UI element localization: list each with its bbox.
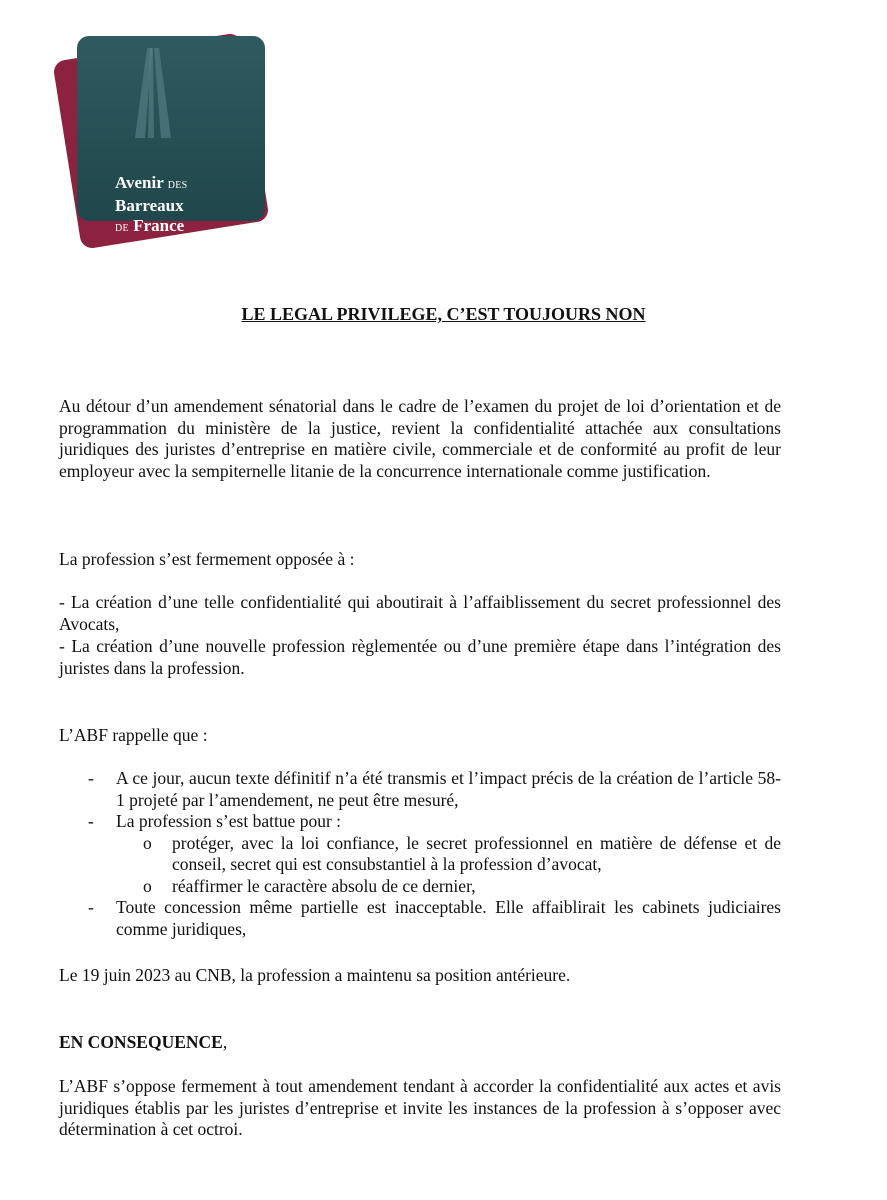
logo-word-de: DE — [115, 223, 129, 234]
intro-paragraph: Au détour d’un amendement sénatorial dans le cadre de l’examen du projet de loi d’orientation et de programmation du ministère de la justice, revient la confidentialité attachée aux consultations juridiques des juristes d’entreprise en matière civile, commerciale et de conformité au profit de leur employeur avec la sempiternelle litanie de la concurrence internationale comme justification. — [59, 396, 781, 481]
abf-heading: L’ABF rappelle que : — [59, 725, 208, 745]
list-item-text: La profession s’est battue pour : — [116, 811, 342, 831]
document-title: LE LEGAL PRIVILEGE, C’EST TOUJOURS NON — [241, 304, 646, 324]
logo-pillars-icon — [117, 48, 187, 138]
dash-bullet: - — [88, 768, 94, 788]
logo-wordmark — [115, 173, 255, 239]
logo-word-barreaux: Barreaux — [115, 196, 184, 215]
sub-list-item — [59, 833, 781, 876]
list-item-text: A ce jour, aucun texte définitif n’a été transmis et l’impact précis de la création de l’article 58-1 projeté par l’amendement, ne peut être mesuré, — [116, 768, 781, 810]
opposition-heading: La profession s’est fermement opposée à : — [59, 549, 355, 569]
logo-word-des: DES — [167, 180, 188, 191]
sub-list-item-text: réaffirmer le caractère absolu de ce dernier, — [172, 875, 476, 896]
abf-reminder-list — [59, 768, 781, 940]
list-item — [59, 897, 781, 940]
list-item — [59, 811, 781, 833]
consequence-comma: , — [222, 1032, 228, 1052]
circle-bullet: o — [143, 832, 152, 853]
list-item — [59, 768, 781, 811]
cnb-statement: Le 19 juin 2023 au CNB, la profession a maintenu sa position antérieure. — [59, 965, 571, 985]
consequence-label: EN CONSEQUENCE — [59, 1032, 223, 1052]
sub-list-item — [59, 876, 781, 898]
logo-teal-square — [77, 36, 265, 235]
conclusion-paragraph: L’ABF s’oppose fermement à tout amendement tendant à accorder la confidentialité aux actes et avis juridiques établis par les juristes d’entreprise et invite les instances de la profession à s’opposer avec détermination à cet octroi. — [59, 1076, 781, 1139]
dash-bullet: - — [88, 811, 94, 831]
consequence-heading — [59, 1032, 781, 1054]
dash-bullet: - — [88, 897, 94, 917]
logo-word-france: France — [133, 216, 185, 235]
opposition-item-2: - La création d’une nouvelle profession règlementée ou d’une première étape dans l’intégration des juristes dans la profession. — [59, 636, 781, 678]
abf-logo — [58, 16, 280, 238]
logo-word-avenir: Avenir — [115, 173, 164, 192]
circle-bullet: o — [143, 875, 152, 896]
sub-list-item-text: protéger, avec la loi confiance, le secret professionnel en matière de défense et de conseil, secret qui est consubstantiel à la profession d’avocat, — [172, 832, 781, 874]
list-item-text: Toute concession même partielle est inacceptable. Elle affaiblirait les cabinets judiciaires comme juridiques, — [116, 897, 781, 939]
opposition-item-1: - La création d’une telle confidentialité qui aboutirait à l’affaiblissement du secret professionnel des Avocats, — [59, 592, 781, 634]
